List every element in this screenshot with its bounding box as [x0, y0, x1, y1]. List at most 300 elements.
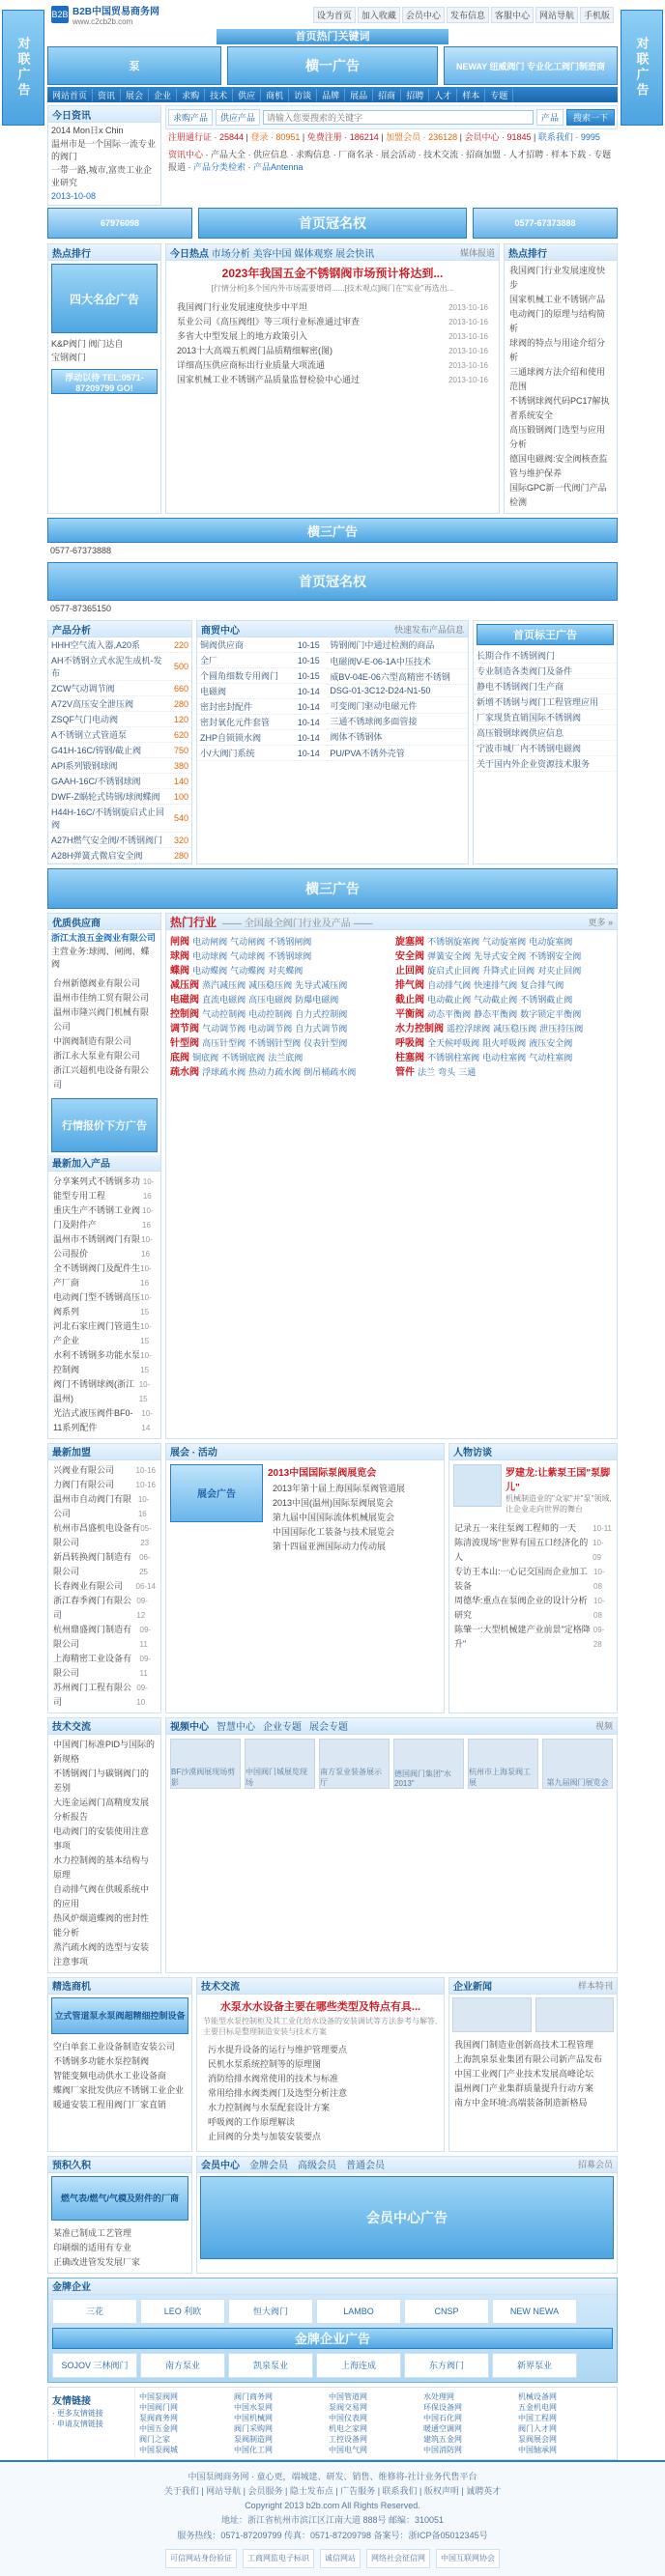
gallery-thumb[interactable]: BF沙漠阀展现场剪影	[170, 1739, 241, 1789]
nav-item-special[interactable]: 专题	[485, 89, 513, 101]
table-row[interactable]	[48, 758, 191, 774]
vip-left-item[interactable]: 某准已制成工艺管理	[53, 2227, 132, 2238]
search-category-select[interactable]: 产品	[536, 109, 564, 126]
join-item[interactable]	[53, 1478, 156, 1492]
industry-item[interactable]: 旋启式止回阀	[427, 966, 480, 976]
table-row[interactable]	[327, 745, 468, 760]
vip-left-item[interactable]: 正确改进管发发展厂家	[53, 2256, 141, 2267]
tech-exchange-item[interactable]: 民机水泵系统控制等的原理图	[208, 2058, 322, 2069]
industry-group-title[interactable]: 减压阀	[170, 980, 199, 991]
tech-item[interactable]: 中国阀门标准PID与国际的新规格	[53, 1739, 156, 1764]
latest-product-item[interactable]	[53, 1261, 156, 1290]
industry-group-title[interactable]: 水力控制阀	[395, 1024, 444, 1034]
header-logo-ad[interactable]: 泵	[47, 46, 221, 85]
news-item[interactable]	[177, 300, 488, 315]
industry-item[interactable]: 电动旋塞阀	[529, 937, 573, 947]
industry-item[interactable]: 数字锁定平衡阀	[520, 1009, 582, 1019]
latest-product-item[interactable]	[53, 1319, 156, 1348]
industry-group-title[interactable]: 疏水阀	[170, 1067, 199, 1078]
industry-item[interactable]: 法兰底阀	[268, 1053, 304, 1062]
quick-link[interactable]: 资讯中心	[168, 149, 204, 159]
table-row[interactable]	[327, 668, 468, 684]
nav-item-talent[interactable]: 人才	[429, 89, 457, 101]
brand-cell[interactable]: 三花	[52, 2299, 137, 2324]
gallery-thumb[interactable]: 德国阀门集团"水2013"	[393, 1739, 464, 1789]
rank-item[interactable]: 球阀的特点与用途介绍分析	[509, 338, 606, 362]
nav-item-company[interactable]: 企业	[149, 89, 177, 101]
expo-item[interactable]: 2013年第十届上海国际泵阀管道展	[273, 1483, 406, 1493]
company-news-thumb[interactable]	[535, 1997, 615, 2032]
table-row[interactable]	[48, 833, 191, 848]
nav-item-biz[interactable]: 商机	[261, 89, 289, 101]
table-row[interactable]	[327, 637, 468, 653]
industry-item[interactable]: 自动排气阀	[427, 980, 472, 990]
latest-product-item[interactable]	[53, 1175, 156, 1203]
tab-expo[interactable]: 展会快讯	[335, 248, 375, 260]
friend-link[interactable]: 阀门商务网	[234, 2392, 273, 2401]
selected-biz-item[interactable]: 蝶阀厂家批发供应不锈钢工业企业	[53, 2084, 185, 2095]
table-row[interactable]	[197, 637, 327, 653]
person-name[interactable]: 罗建龙:让紫泵王国"泵脚儿"	[506, 1467, 611, 1493]
industry-item[interactable]: 法兰	[418, 1067, 436, 1077]
industry-item[interactable]: 弹簧安全阀	[427, 951, 472, 961]
banner-h7[interactable]: 横三广告	[47, 868, 618, 909]
hot-brand[interactable]: K&P阀门 阀门达自	[51, 339, 124, 349]
hot-keywords-banner[interactable]: 首页热门关键词	[217, 29, 448, 44]
table-row[interactable]	[48, 805, 191, 833]
industry-item[interactable]: 阻火呼吸阀	[482, 1038, 527, 1048]
brand-cell[interactable]: SOJOV 三林阀门	[52, 2353, 137, 2378]
footer-link[interactable]: 关于我们	[163, 2485, 199, 2496]
quick-link[interactable]: 产品分类检索	[193, 162, 246, 172]
gallery-thumb[interactable]: 南方泵业装备展示厅	[319, 1739, 390, 1789]
industry-item[interactable]: 全天候呼吸阀	[427, 1038, 480, 1048]
tech-item[interactable]: 蒸汽疏水阀的选型与安装注意事项	[53, 1941, 150, 1967]
topnav-item[interactable]: 网站导航	[535, 7, 578, 23]
nav-item-news[interactable]: 资讯	[93, 89, 121, 101]
member-center-ad[interactable]: 会员中心广告	[200, 2176, 614, 2259]
industry-item[interactable]: 气动闸阀	[230, 937, 266, 947]
member-tab-senior[interactable]: 高级会员	[298, 2161, 336, 2171]
trade-center-tabs[interactable]: 快速发布产品信息	[393, 624, 464, 635]
gallery-thumb[interactable]: 杭州市上海泵阀工展	[468, 1739, 538, 1789]
industry-group-title[interactable]: 排气阀	[395, 980, 424, 991]
crown-ad-1[interactable]: 首页冠名权	[198, 208, 467, 239]
industry-item[interactable]: 减压稳压阀	[493, 1024, 537, 1033]
footer-badge[interactable]: 工商网监电子标识	[243, 2549, 314, 2568]
footer-link[interactable]: 诚聘英才	[466, 2485, 502, 2496]
tech-item[interactable]: 热风炉烟道蝶阀的密封性能分析	[53, 1912, 150, 1938]
rank-item[interactable]: 德国电磁阀:安全阀核查监管与维护保养	[509, 454, 608, 478]
industry-item[interactable]: 减压稳压阀	[248, 980, 293, 990]
industry-item[interactable]: 高压针型阀	[202, 1038, 246, 1048]
footer-badge[interactable]: 中国互联网协会	[436, 2549, 500, 2568]
friend-link[interactable]: 中国工程网	[518, 2413, 557, 2422]
table-row[interactable]	[474, 741, 617, 756]
industry-item[interactable]: 倒吊桶疏水阀	[304, 1067, 357, 1077]
friend-link[interactable]: 五金机电网	[518, 2402, 557, 2412]
industry-item[interactable]: 气动旋塞阀	[482, 937, 527, 947]
latest-product-item[interactable]	[53, 1406, 156, 1435]
quick-link[interactable]: 技术交流	[423, 149, 459, 159]
industry-item[interactable]: 高压电磁阀	[248, 995, 293, 1005]
news-more-link[interactable]: 媒体报道	[459, 247, 495, 258]
industry-group-title[interactable]: 旋塞阀	[395, 937, 424, 948]
gallery-tab-2[interactable]: 企业专题	[263, 1722, 302, 1733]
tab-market[interactable]: 市场分析	[211, 248, 250, 260]
latest-product-item[interactable]	[53, 1377, 156, 1406]
member-tab-gold[interactable]: 金牌会员	[249, 2161, 288, 2171]
supplier-item[interactable]: 台州新德阀业有限公司	[53, 977, 141, 988]
nav-item-buy[interactable]: 求购	[177, 89, 205, 101]
gallery-thumb[interactable]: 中国阀门城展览现场	[245, 1739, 315, 1789]
selected-biz-item[interactable]: 空白单套工业设备制造安装公司	[53, 2041, 176, 2052]
industry-group-title[interactable]: 电磁阀	[170, 995, 199, 1005]
friend-link[interactable]: 泵阀制造网	[234, 2434, 273, 2444]
quick-link[interactable]: 样本下载	[551, 149, 587, 159]
industry-group-title[interactable]: 管件	[395, 1067, 415, 1078]
neway-ad[interactable]: NEWAY 纽威阀门 专业化工阀门制造商	[444, 46, 618, 85]
topnav-item[interactable]: 加入收藏	[358, 7, 400, 23]
table-row[interactable]	[474, 710, 617, 725]
topnav-item[interactable]: 发布信息	[447, 7, 489, 23]
industry-item[interactable]: 不锈钢球阀	[268, 951, 312, 961]
friend-link[interactable]: 泵阀商务网	[139, 2413, 178, 2422]
industry-item[interactable]: 自力式控制阀	[295, 1009, 348, 1019]
gallery-thumb[interactable]: 第九届阀门展览会	[542, 1739, 613, 1789]
industry-item[interactable]: 电动球阀	[192, 951, 228, 961]
table-row[interactable]	[197, 653, 327, 668]
quick-link[interactable]: 厂商名录	[338, 149, 374, 159]
friend-link[interactable]: 阀门之家	[139, 2434, 170, 2444]
industry-item[interactable]: 气动控制阀	[202, 1009, 246, 1019]
topnav-item[interactable]: 会员中心	[402, 7, 445, 23]
stat-item[interactable]: 联系我们 · 9995	[537, 132, 600, 142]
industry-item[interactable]: 气动截止阀	[474, 995, 518, 1005]
industry-group-title[interactable]: 呼吸阀	[395, 1038, 424, 1049]
hot-brand-sub[interactable]: 宝钢阀门	[51, 352, 87, 362]
industry-item[interactable]: 对夹止回阀	[537, 966, 582, 976]
expo-headline[interactable]: 2013中国国际泵阀展览会	[268, 1467, 377, 1479]
friend-link[interactable]: 中国阀门网	[139, 2402, 178, 2412]
person-item[interactable]	[454, 1565, 612, 1594]
footer-link[interactable]: 网站导航	[206, 2485, 242, 2496]
rank-item[interactable]: 电动阀门的原理与结构简析	[509, 309, 606, 333]
friend-link[interactable]: 中国仪表网	[329, 2413, 367, 2422]
industry-item[interactable]: 弯头	[438, 1067, 456, 1077]
table-row[interactable]	[197, 668, 327, 684]
industry-group-title[interactable]: 止回阀	[395, 966, 424, 977]
friend-link[interactable]: 水处理网	[423, 2392, 454, 2401]
industry-item[interactable]: 气动调节阀	[202, 1024, 246, 1033]
industry-item[interactable]: 先导式安全阀	[474, 951, 527, 961]
sample-tab[interactable]: 样本特刊	[577, 1981, 613, 1991]
friend-link[interactable]: 暖通空调网	[423, 2423, 462, 2433]
tab-beauty[interactable]: 美容中国	[252, 248, 292, 260]
table-row[interactable]	[48, 696, 191, 712]
industry-item[interactable]: 电动蝶阀	[192, 966, 228, 976]
table-row[interactable]	[197, 684, 327, 699]
featured-supplier[interactable]: 浙江太浪五金阀业有限公司	[51, 933, 157, 943]
table-row[interactable]	[474, 679, 617, 694]
friend-link[interactable]: 机械设备网	[518, 2392, 557, 2401]
industry-item[interactable]: 动态平衡阀	[427, 1009, 472, 1019]
rank-item[interactable]: 我国阀门行业发展速度快步	[509, 266, 606, 290]
industry-item[interactable]: 先导式减压阀	[295, 980, 348, 990]
brand-cell[interactable]: CNSP	[404, 2299, 489, 2324]
quick-link[interactable]: 专题报道	[168, 149, 612, 172]
brand-cell[interactable]: LEO 利欧	[140, 2299, 225, 2324]
table-row[interactable]	[327, 653, 468, 668]
brand-cell[interactable]: LAMBO	[316, 2299, 401, 2324]
industry-item[interactable]: 气动柱塞阀	[529, 1053, 573, 1062]
banner-h6[interactable]: 首页标王广告	[477, 624, 614, 645]
topnav-item[interactable]: 设为首页	[313, 7, 356, 23]
friend-link[interactable]: 中国机械网	[234, 2413, 273, 2422]
friend-link[interactable]: 泵阀展会网	[518, 2434, 557, 2444]
news-item[interactable]	[177, 358, 488, 373]
table-row[interactable]	[197, 699, 327, 715]
stat-item[interactable]: 登录 · 80951	[250, 132, 301, 142]
quick-link[interactable]: 人才招聘	[508, 149, 544, 159]
industry-item[interactable]: 自力式调节阀	[295, 1024, 348, 1033]
tech-item[interactable]: 自动排气阀在供暖系统中的应用	[53, 1883, 150, 1909]
table-row[interactable]	[197, 715, 327, 730]
person-item[interactable]	[454, 1594, 612, 1623]
tech-item[interactable]: 大连金运阀门高精度发展分析报告	[53, 1797, 150, 1822]
latest-product-item[interactable]	[53, 1348, 156, 1377]
industry-item[interactable]: 热动力疏水阀	[248, 1067, 302, 1077]
nav-item-tech[interactable]: 技术	[205, 89, 233, 101]
latest-product-item[interactable]	[53, 1203, 156, 1232]
topnav-item[interactable]: 手机版	[580, 7, 614, 23]
rank-item[interactable]: 国际GPC新一代阀门产品检测	[509, 483, 607, 507]
join-item[interactable]	[53, 1579, 156, 1594]
table-row[interactable]	[197, 746, 327, 761]
tech-item[interactable]: 水力控制阀的基本结构与原理	[53, 1854, 150, 1880]
supplier-item[interactable]: 温州市佳纳工贸有限公司	[53, 992, 150, 1003]
table-row[interactable]	[474, 694, 617, 710]
banner-h4[interactable]: 横三广告	[47, 518, 618, 543]
brand-cell[interactable]: 南方泵业	[140, 2353, 225, 2378]
search-input[interactable]	[263, 110, 534, 125]
join-item[interactable]	[53, 1492, 156, 1521]
tech-exchange-item[interactable]: 污水提升设备的运行与维护管理要点	[208, 2044, 348, 2054]
industry-group-title[interactable]: 球阀	[170, 951, 189, 962]
latest-product-item[interactable]	[53, 1290, 156, 1319]
industry-group-title[interactable]: 截止阀	[395, 995, 424, 1005]
industry-item[interactable]: 液压安全阀	[529, 1038, 573, 1048]
industry-item[interactable]: 遥控浮球阀	[447, 1024, 491, 1033]
selected-biz-ad[interactable]: 立式管道泵水泵阀超精细控制设备	[51, 1997, 188, 2034]
join-item[interactable]	[53, 1594, 156, 1623]
nav-item-sample[interactable]: 样本	[457, 89, 485, 101]
industry-item[interactable]: 仪表针型阀	[304, 1038, 348, 1048]
latest-product-item[interactable]	[53, 1232, 156, 1261]
phone-ad-right[interactable]: 0577-67373888	[473, 208, 618, 239]
industry-group-title[interactable]: 调节阀	[170, 1024, 199, 1034]
stat-item[interactable]: 会员中心 · 91845	[464, 132, 532, 142]
industry-item[interactable]: 不锈钢安全阀	[529, 951, 582, 961]
rank-item[interactable]: 三通球阀方法介绍和使用范围	[509, 367, 606, 391]
stat-item[interactable]: 注册通行证 · 25844	[168, 132, 245, 142]
tab-today[interactable]: 今日热点	[170, 248, 209, 260]
search-tag-buy[interactable]: 求购产品	[168, 109, 213, 126]
join-item[interactable]	[53, 1652, 156, 1681]
footer-badge[interactable]: 可信网站身份验证	[165, 2549, 237, 2568]
headline-title[interactable]: 2023年我国五金不锈钢阀市场预计将达到...	[221, 267, 444, 280]
table-row[interactable]	[327, 713, 468, 728]
industry-item[interactable]: 电动柱塞阀	[482, 1053, 527, 1062]
industry-item[interactable]: 气动蝶阀	[230, 966, 266, 976]
nav-item-expo[interactable]: 展会	[121, 89, 149, 101]
quick-link[interactable]: 供应信息	[253, 149, 289, 159]
brand-cell[interactable]: NEW NEWA	[492, 2299, 577, 2324]
industry-group-title[interactable]: 柱塞阀	[395, 1053, 424, 1063]
join-item[interactable]	[53, 1681, 156, 1710]
nav-item-brand[interactable]: 品牌	[317, 89, 345, 101]
friend-link[interactable]: 中国管道网	[329, 2392, 367, 2401]
footer-badge[interactable]: 诚信网站	[320, 2549, 361, 2568]
company-news-thumb[interactable]	[452, 1997, 532, 2032]
search-button[interactable]: 搜索一下	[566, 109, 615, 126]
supplier-item[interactable]: 浙江兴超机电设备有限公司	[53, 1064, 150, 1090]
vip-left-ad[interactable]: 燃气表/燃气/气模及附件的厂商	[51, 2176, 188, 2221]
quick-link[interactable]: 招商加盟	[466, 149, 502, 159]
expo-item[interactable]: 2013中国(温州)国际泵阀展览会	[273, 1497, 394, 1508]
industry-item[interactable]: 电动控制阀	[248, 1009, 293, 1019]
vip-left-item[interactable]: 印刷烟的适用有专业	[53, 2242, 132, 2252]
friend-link[interactable]: 中国五金网	[139, 2423, 178, 2433]
industry-item[interactable]: 直流电磁阀	[202, 995, 246, 1005]
industry-item[interactable]: 铜底阀	[192, 1053, 219, 1062]
table-row[interactable]	[48, 848, 191, 863]
table-row[interactable]	[474, 648, 617, 664]
top-banner-ad-1[interactable]: 横一广告	[227, 46, 438, 85]
person-item[interactable]	[454, 1536, 612, 1565]
brand-cell[interactable]: 东方阀门	[404, 2353, 489, 2378]
tech-item[interactable]: 电动阀门的安装使用注意事项	[53, 1826, 150, 1851]
industry-group-title[interactable]: 闸阀	[170, 937, 189, 948]
footer-link[interactable]: 广告服务	[340, 2485, 376, 2496]
industry-item[interactable]: 不锈钢旋塞阀	[427, 937, 480, 947]
member-tab-normal[interactable]: 普通会员	[346, 2161, 385, 2171]
footer-link[interactable]: 联系我们	[382, 2485, 418, 2496]
expo-item[interactable]: 第九届中国国际流体机械展览会	[273, 1512, 395, 1522]
person-item[interactable]	[454, 1623, 612, 1652]
gallery-tab-4[interactable]: 视频	[594, 1721, 613, 1731]
industry-group-title[interactable]: 控制阀	[170, 1009, 199, 1020]
company-news-item[interactable]: 上海凯泉泵业集团有限公司新产品发布	[454, 2053, 603, 2064]
industry-item[interactable]: 三通	[458, 1067, 477, 1077]
selected-biz-item[interactable]: 不锈钢多功能水泵控制阀	[53, 2055, 150, 2066]
stat-item[interactable]: 免费注册 · 186214	[306, 132, 379, 142]
friend-link[interactable]: 中国石化网	[423, 2413, 462, 2422]
nav-item-invest[interactable]: 招商	[373, 89, 401, 101]
hot-industry-more[interactable]: 更多 »	[588, 917, 613, 927]
right-rail-ad[interactable]: 对联广告	[621, 10, 663, 126]
quick-link[interactable]: 产品大全	[211, 149, 246, 159]
tab-media[interactable]: 媒体观察	[294, 248, 333, 260]
tech-exchange-item[interactable]: 消防给排水阀常使用的技术与标准	[208, 2073, 339, 2083]
industry-group-title[interactable]: 安全阀	[395, 951, 424, 962]
friend-link[interactable]: 中国化工网	[234, 2445, 273, 2454]
table-row[interactable]	[327, 697, 468, 713]
nav-item-home[interactable]: 网站首页	[47, 89, 93, 101]
news-item[interactable]	[177, 329, 488, 344]
price-panel-ad[interactable]: 行情报价下方广告	[51, 1098, 158, 1152]
float-ad-small[interactable]: 浮动以待 TEL:0571-87209799 GO!	[51, 369, 158, 394]
industry-item[interactable]: 防爆电磁阀	[295, 995, 339, 1005]
search-tag-supply[interactable]: 供应产品	[216, 109, 260, 126]
nav-item-supply[interactable]: 供应	[233, 89, 261, 101]
selected-biz-item[interactable]: 智能变频电动供水工业设备商	[53, 2070, 167, 2081]
table-row[interactable]	[48, 743, 191, 758]
friend-link[interactable]: 建筑五金网	[423, 2434, 462, 2444]
news-item[interactable]	[177, 315, 488, 329]
company-news-item[interactable]: 温州阀门产业集群质量提升行动方案	[454, 2082, 594, 2093]
table-row[interactable]	[327, 729, 468, 745]
friend-link[interactable]: 泵阀交易网	[329, 2402, 367, 2412]
tech-exchange-item[interactable]: 水力控制阀与水泵配套设计方案	[208, 2102, 331, 2112]
industry-item[interactable]: 复合排气阀	[520, 980, 564, 990]
stat-item[interactable]: 加盟会员 · 236128	[386, 132, 458, 142]
expo-ad[interactable]: 展会广告	[170, 1464, 263, 1522]
industry-item[interactable]: 浮球疏水阀	[202, 1067, 246, 1077]
table-row[interactable]	[48, 637, 191, 653]
expo-item[interactable]: 第十四届亚洲国际动力传动展	[273, 1541, 387, 1551]
friend-links-more[interactable]: · 更多友情链接	[52, 2408, 103, 2418]
gallery-tab-1[interactable]: 智慧中心	[217, 1722, 255, 1733]
industry-item[interactable]: 不锈钢截止阀	[520, 995, 573, 1005]
industry-item[interactable]: 电动截止阀	[427, 995, 472, 1005]
friend-link[interactable]: 阀门采购网	[234, 2423, 273, 2433]
tech-exchange-item[interactable]: 止回阀的分类与加装安装要点	[208, 2131, 322, 2141]
friend-link[interactable]: 中国消防网	[423, 2445, 462, 2454]
friend-link[interactable]: 中国泵阀网	[139, 2392, 178, 2401]
table-row[interactable]	[474, 725, 617, 741]
friend-link[interactable]: 环保设备网	[423, 2402, 462, 2412]
friend-link[interactable]: 机电之家网	[329, 2423, 367, 2433]
join-item[interactable]	[53, 1463, 156, 1478]
industry-item[interactable]: 升降式止回阀	[482, 966, 535, 976]
tech-exchange-item[interactable]: 常用给排水阀类阀门及选型分析注意	[208, 2087, 348, 2098]
quick-link[interactable]: 求购信息	[296, 149, 332, 159]
news-item[interactable]	[177, 344, 488, 358]
tech-item[interactable]: 不锈钢阀门与碳钢阀门的差别	[53, 1768, 150, 1793]
gold-company-ad[interactable]: 金牌企业广告	[52, 2328, 613, 2349]
company-news-item[interactable]: 南方中金环境:高端装备制造新格局	[454, 2097, 588, 2108]
footer-link[interactable]: 会员服务	[247, 2485, 283, 2496]
member-tab-recruit[interactable]: 招募会员	[577, 2160, 613, 2169]
banner-h5[interactable]: 首页冠名权	[47, 562, 618, 601]
table-row[interactable]	[48, 653, 191, 681]
table-row[interactable]	[48, 774, 191, 789]
friend-link[interactable]: 中国轴承网	[518, 2445, 557, 2454]
left-rail-ad[interactable]: 对联广告	[2, 10, 44, 126]
industry-item[interactable]: 不锈钢闸阀	[268, 937, 312, 947]
friend-link[interactable]: 工控设备网	[329, 2434, 367, 2444]
supplier-item[interactable]: 温州市隆兴阀门机械有限公司	[53, 1006, 150, 1032]
site-logo[interactable]	[47, 3, 159, 26]
industry-group-title[interactable]: 针型阀	[170, 1038, 199, 1049]
join-item[interactable]	[53, 1521, 156, 1550]
person-item[interactable]	[454, 1521, 612, 1536]
industry-item[interactable]: 快速排气阀	[474, 980, 518, 990]
footer-badge[interactable]: 网络社会征信网	[366, 2549, 430, 2568]
selected-biz-item[interactable]: 暖通安装工程用阀门厂家直销	[53, 2099, 167, 2109]
quick-link[interactable]: 展会活动	[381, 149, 417, 159]
